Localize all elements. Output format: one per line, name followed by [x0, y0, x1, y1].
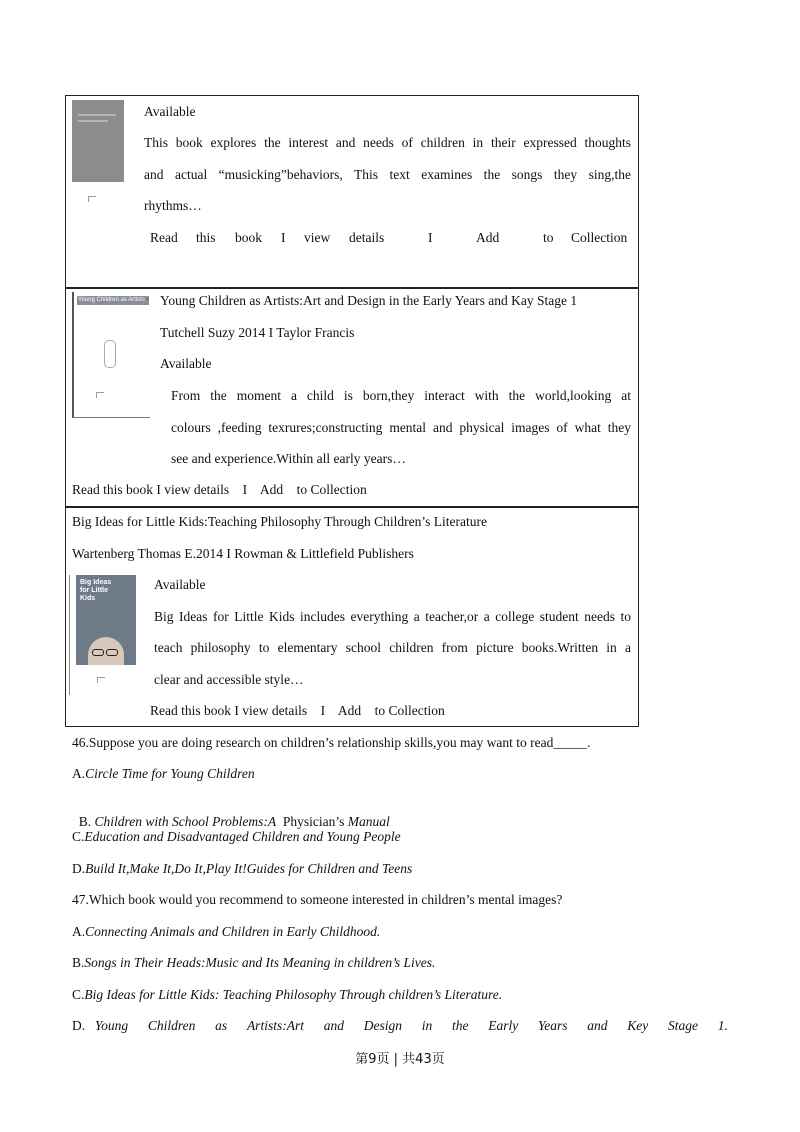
- option-text: Songs in Their Heads:Music and Its Meaning in children’s Lives.: [84, 955, 436, 970]
- book-1-action-book[interactable]: book: [235, 230, 262, 245]
- option-word: and: [323, 1018, 344, 1033]
- checkbox-icon[interactable]: [97, 677, 105, 683]
- book-2-title[interactable]: Young Children as Artists:Art and Design in the Early Years and Kay Stage 1: [160, 293, 578, 308]
- option-letter: A.: [72, 766, 86, 781]
- option-word: and: [587, 1018, 608, 1033]
- option-text-plain: Physician’s: [276, 814, 348, 829]
- option-text: Education and Disadvantaged Children and Young People: [84, 829, 401, 844]
- book-2-actions[interactable]: Read this book I view details I Add to Collection: [72, 482, 367, 497]
- option-word: Stage: [668, 1018, 698, 1033]
- book-3-desc-line-1: Big Ideas for Little Kids includes everything a teacher,or a college student needs to: [154, 609, 631, 624]
- question-47-stem: 47.Which book would you recommend to someone interested in children’s mental images?: [72, 892, 563, 907]
- option-letter: C.: [72, 829, 85, 844]
- book-3-author: Wartenberg Thomas E.2014 I Rowman & Littlefield Publishers: [72, 546, 414, 561]
- option-word: 1.: [717, 1018, 728, 1033]
- option-text-end: Manual: [347, 814, 390, 829]
- book-1-separator: I: [428, 230, 433, 245]
- option-letter: C.: [72, 987, 85, 1002]
- option-word: Early: [488, 1018, 519, 1033]
- book-1-action-to[interactable]: to: [543, 230, 554, 245]
- question-46-stem: 46.Suppose you are doing research on children’s relationship skills,you may want to read_____.: [72, 735, 591, 750]
- book-3-desc-line-3: clear and accessible style…: [154, 672, 304, 687]
- question-46-option-c[interactable]: [72, 829, 401, 845]
- book-1-separator: I: [281, 230, 286, 245]
- book-3-cover-edge: [69, 575, 70, 695]
- checkbox-icon[interactable]: [96, 392, 104, 398]
- question-47-option-b[interactable]: [72, 955, 435, 971]
- book-1-action-read[interactable]: Read: [150, 230, 178, 245]
- book-2-desc-line-3: see and experience.Within all early years…: [171, 451, 406, 466]
- option-text: Build It,Make It,Do It,Play It!Guides for Children and Teens: [85, 861, 413, 876]
- question-47-option-d[interactable]: [72, 1018, 728, 1034]
- option-text: Big Ideas for Little Kids: Teaching Philosophy Through children’s Literature.: [84, 987, 503, 1002]
- option-letter: B.: [72, 955, 85, 970]
- option-word: in: [421, 1018, 433, 1033]
- option-word: Key: [627, 1018, 649, 1033]
- book-1-action-view[interactable]: view: [304, 230, 331, 245]
- option-letter: D.: [72, 1018, 86, 1033]
- book-2-bullet: ·: [146, 294, 149, 304]
- option-word: Years: [537, 1018, 568, 1033]
- option-letter: B.: [78, 814, 95, 829]
- book-3-title[interactable]: Big Ideas for Little Kids:Teaching Philosophy Through Children’s Literature: [72, 514, 487, 529]
- option-word: Artists:Art: [246, 1018, 304, 1033]
- book-cover-1[interactable]: [72, 100, 124, 182]
- book-cover-2[interactable]: [72, 292, 150, 418]
- book-2-status: Available: [160, 356, 212, 371]
- option-letter: A.: [72, 924, 86, 939]
- book-1-desc-line-1: This book explores the interest and needs of children in their expressed thoughts: [144, 135, 631, 150]
- book-1-desc-line-3: rhythms…: [144, 198, 202, 213]
- question-47-option-c[interactable]: [72, 987, 502, 1003]
- option-word: Children: [147, 1018, 196, 1033]
- book-2-cover-title: Young Children as Artists: [77, 296, 149, 305]
- option-word: Young: [94, 1018, 129, 1033]
- book-1-desc-line-2: and actual “musicking”behaviors, This text examines the songs they sing,the: [144, 167, 631, 182]
- book-3-desc-line-2: teach philosophy to elementary school children from picture books.Written in a: [154, 640, 631, 655]
- checkbox-icon[interactable]: [88, 196, 96, 202]
- option-word: as: [215, 1018, 228, 1033]
- book-2-author: Tutchell Suzy 2014 I Taylor Francis: [160, 325, 355, 340]
- book-1-action-add[interactable]: Add: [476, 230, 500, 245]
- question-46-option-a[interactable]: [72, 766, 255, 782]
- book-3-cover-title: Big Ideas for Little Kids: [80, 579, 112, 602]
- option-text: Children with School Problems:A: [94, 814, 277, 829]
- option-text: Circle Time for Young Children: [85, 766, 255, 781]
- book-1-status: Available: [144, 104, 196, 119]
- option-letter: D.: [72, 861, 86, 876]
- book-2-desc-line-2: colours ,feeding texrures;constructing mental and physical images of what they: [171, 420, 631, 435]
- book-1-action-details[interactable]: details: [349, 230, 385, 245]
- option-text: Connecting Animals and Children in Early Childhood.: [85, 924, 381, 939]
- book-3-actions[interactable]: Read this book I view details I Add to Collection: [150, 703, 445, 718]
- question-46-option-b[interactable]: [72, 798, 390, 830]
- book-1-action-collection[interactable]: Collection: [571, 230, 628, 245]
- question-46-option-d[interactable]: [72, 861, 412, 877]
- book-1-action-this[interactable]: this: [196, 230, 216, 245]
- option-word: Design: [363, 1018, 402, 1033]
- question-47-option-a[interactable]: [72, 924, 380, 940]
- page-footer: 第9页 | 共43页: [355, 1052, 445, 1067]
- option-word: the: [451, 1018, 469, 1033]
- book-2-desc-line-1: From the moment a child is born,they interact with the world,looking at: [171, 388, 631, 403]
- book-entry-1: [65, 95, 639, 288]
- book-3-status: Available: [154, 577, 206, 592]
- book-cover-3[interactable]: [76, 575, 136, 665]
